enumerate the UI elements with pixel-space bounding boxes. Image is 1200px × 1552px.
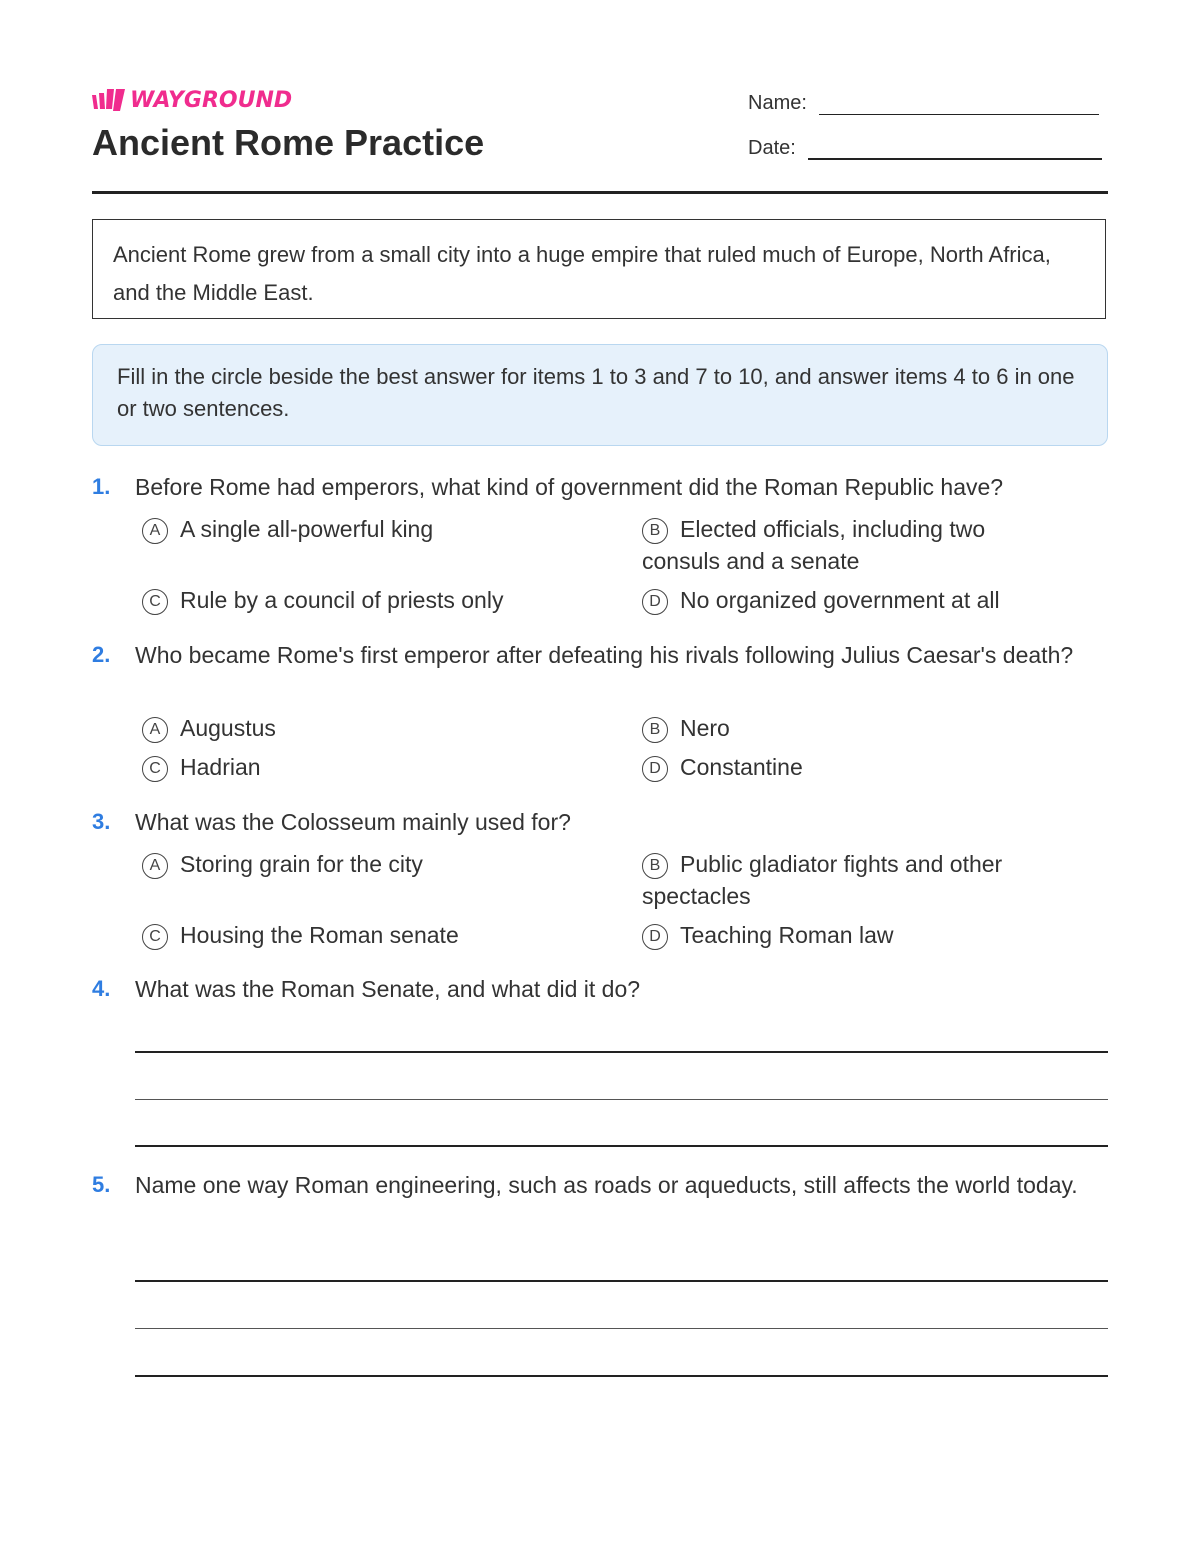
wayground-logo-icon: [92, 89, 126, 111]
option-text: Teaching Roman law: [680, 922, 894, 948]
answer-line[interactable]: [135, 1099, 1108, 1100]
option-text: Elected officials, including two consuls and a senate: [642, 516, 986, 574]
option-d[interactable]: [642, 919, 1082, 951]
answer-bubble[interactable]: B: [642, 518, 668, 544]
answer-bubble[interactable]: B: [642, 717, 668, 743]
option-text: Augustus: [180, 715, 276, 741]
question-number: 1.: [92, 474, 111, 499]
option-a[interactable]: [142, 513, 582, 545]
question-text: What was the Roman Senate, and what did it do?: [135, 976, 641, 1002]
answer-bubble[interactable]: A: [142, 717, 168, 743]
answer-line[interactable]: [135, 1280, 1108, 1282]
instructions-box: Fill in the circle beside the best answer for items 1 to 3 and 7 to 10, and answer items 4 to 6 in one or two sentences.: [92, 344, 1108, 446]
answer-line[interactable]: [135, 1051, 1108, 1053]
option-d[interactable]: [642, 584, 1082, 616]
question-text: What was the Colosseum mainly used for?: [135, 809, 571, 835]
option-text: No organized government at all: [680, 587, 1000, 613]
option-b[interactable]: [642, 848, 1062, 912]
option-text: Storing grain for the city: [180, 851, 423, 877]
question-number: 2.: [92, 642, 111, 667]
name-label: Name:: [748, 92, 807, 114]
option-text: A single all-powerful king: [180, 516, 434, 542]
option-d[interactable]: [642, 751, 1082, 783]
date-write-line[interactable]: [808, 132, 1102, 160]
option-c[interactable]: [142, 919, 582, 951]
answer-bubble[interactable]: D: [642, 756, 668, 782]
answer-bubble[interactable]: C: [142, 756, 168, 782]
page-title: Ancient Rome Practice: [92, 122, 485, 163]
date-label: Date:: [748, 137, 796, 159]
question-number: 3.: [92, 809, 111, 834]
answer-bubble[interactable]: C: [142, 924, 168, 950]
answer-line[interactable]: [135, 1375, 1108, 1377]
answer-bubble[interactable]: A: [142, 853, 168, 879]
option-text: Constantine: [680, 754, 803, 780]
option-b[interactable]: [642, 712, 1082, 744]
question-number: 5.: [92, 1172, 111, 1197]
worksheet-page: [92, 0, 1108, 1552]
answer-bubble[interactable]: B: [642, 853, 668, 879]
option-a[interactable]: [142, 712, 582, 744]
option-text: Public gladiator fights and other spectacles: [642, 851, 1003, 909]
name-write-line[interactable]: [819, 88, 1099, 115]
option-c[interactable]: [142, 751, 582, 783]
option-text: Hadrian: [180, 754, 261, 780]
question-number: 4.: [92, 976, 111, 1001]
question-text: Who became Rome's first emperor after defeating his rivals following Julius Caesar's death?: [135, 642, 1074, 668]
answer-bubble[interactable]: C: [142, 589, 168, 615]
option-b[interactable]: [642, 513, 1062, 577]
answer-bubble[interactable]: D: [642, 924, 668, 950]
date-field[interactable]: [748, 132, 1102, 160]
option-text: Nero: [680, 715, 730, 741]
intro-passage: Ancient Rome grew from a small city into a huge empire that ruled much of Europe, North Africa, and the Middle East.: [92, 219, 1106, 319]
answer-bubble[interactable]: D: [642, 589, 668, 615]
answer-line[interactable]: [135, 1145, 1108, 1147]
answer-bubble[interactable]: A: [142, 518, 168, 544]
brand-wordmark: WAYGROUND: [130, 87, 293, 113]
header-divider: [92, 191, 1108, 194]
name-field[interactable]: [748, 88, 1099, 115]
brand-logo: [92, 86, 292, 114]
option-text: Housing the Roman senate: [180, 922, 459, 948]
question-text: Name one way Roman engineering, such as roads or aqueducts, still affects the world today.: [135, 1172, 1078, 1198]
answer-line[interactable]: [135, 1328, 1108, 1329]
option-a[interactable]: [142, 848, 582, 880]
option-text: Rule by a council of priests only: [180, 587, 504, 613]
option-c[interactable]: [142, 584, 582, 616]
question-text: Before Rome had emperors, what kind of government did the Roman Republic have?: [135, 474, 1004, 500]
